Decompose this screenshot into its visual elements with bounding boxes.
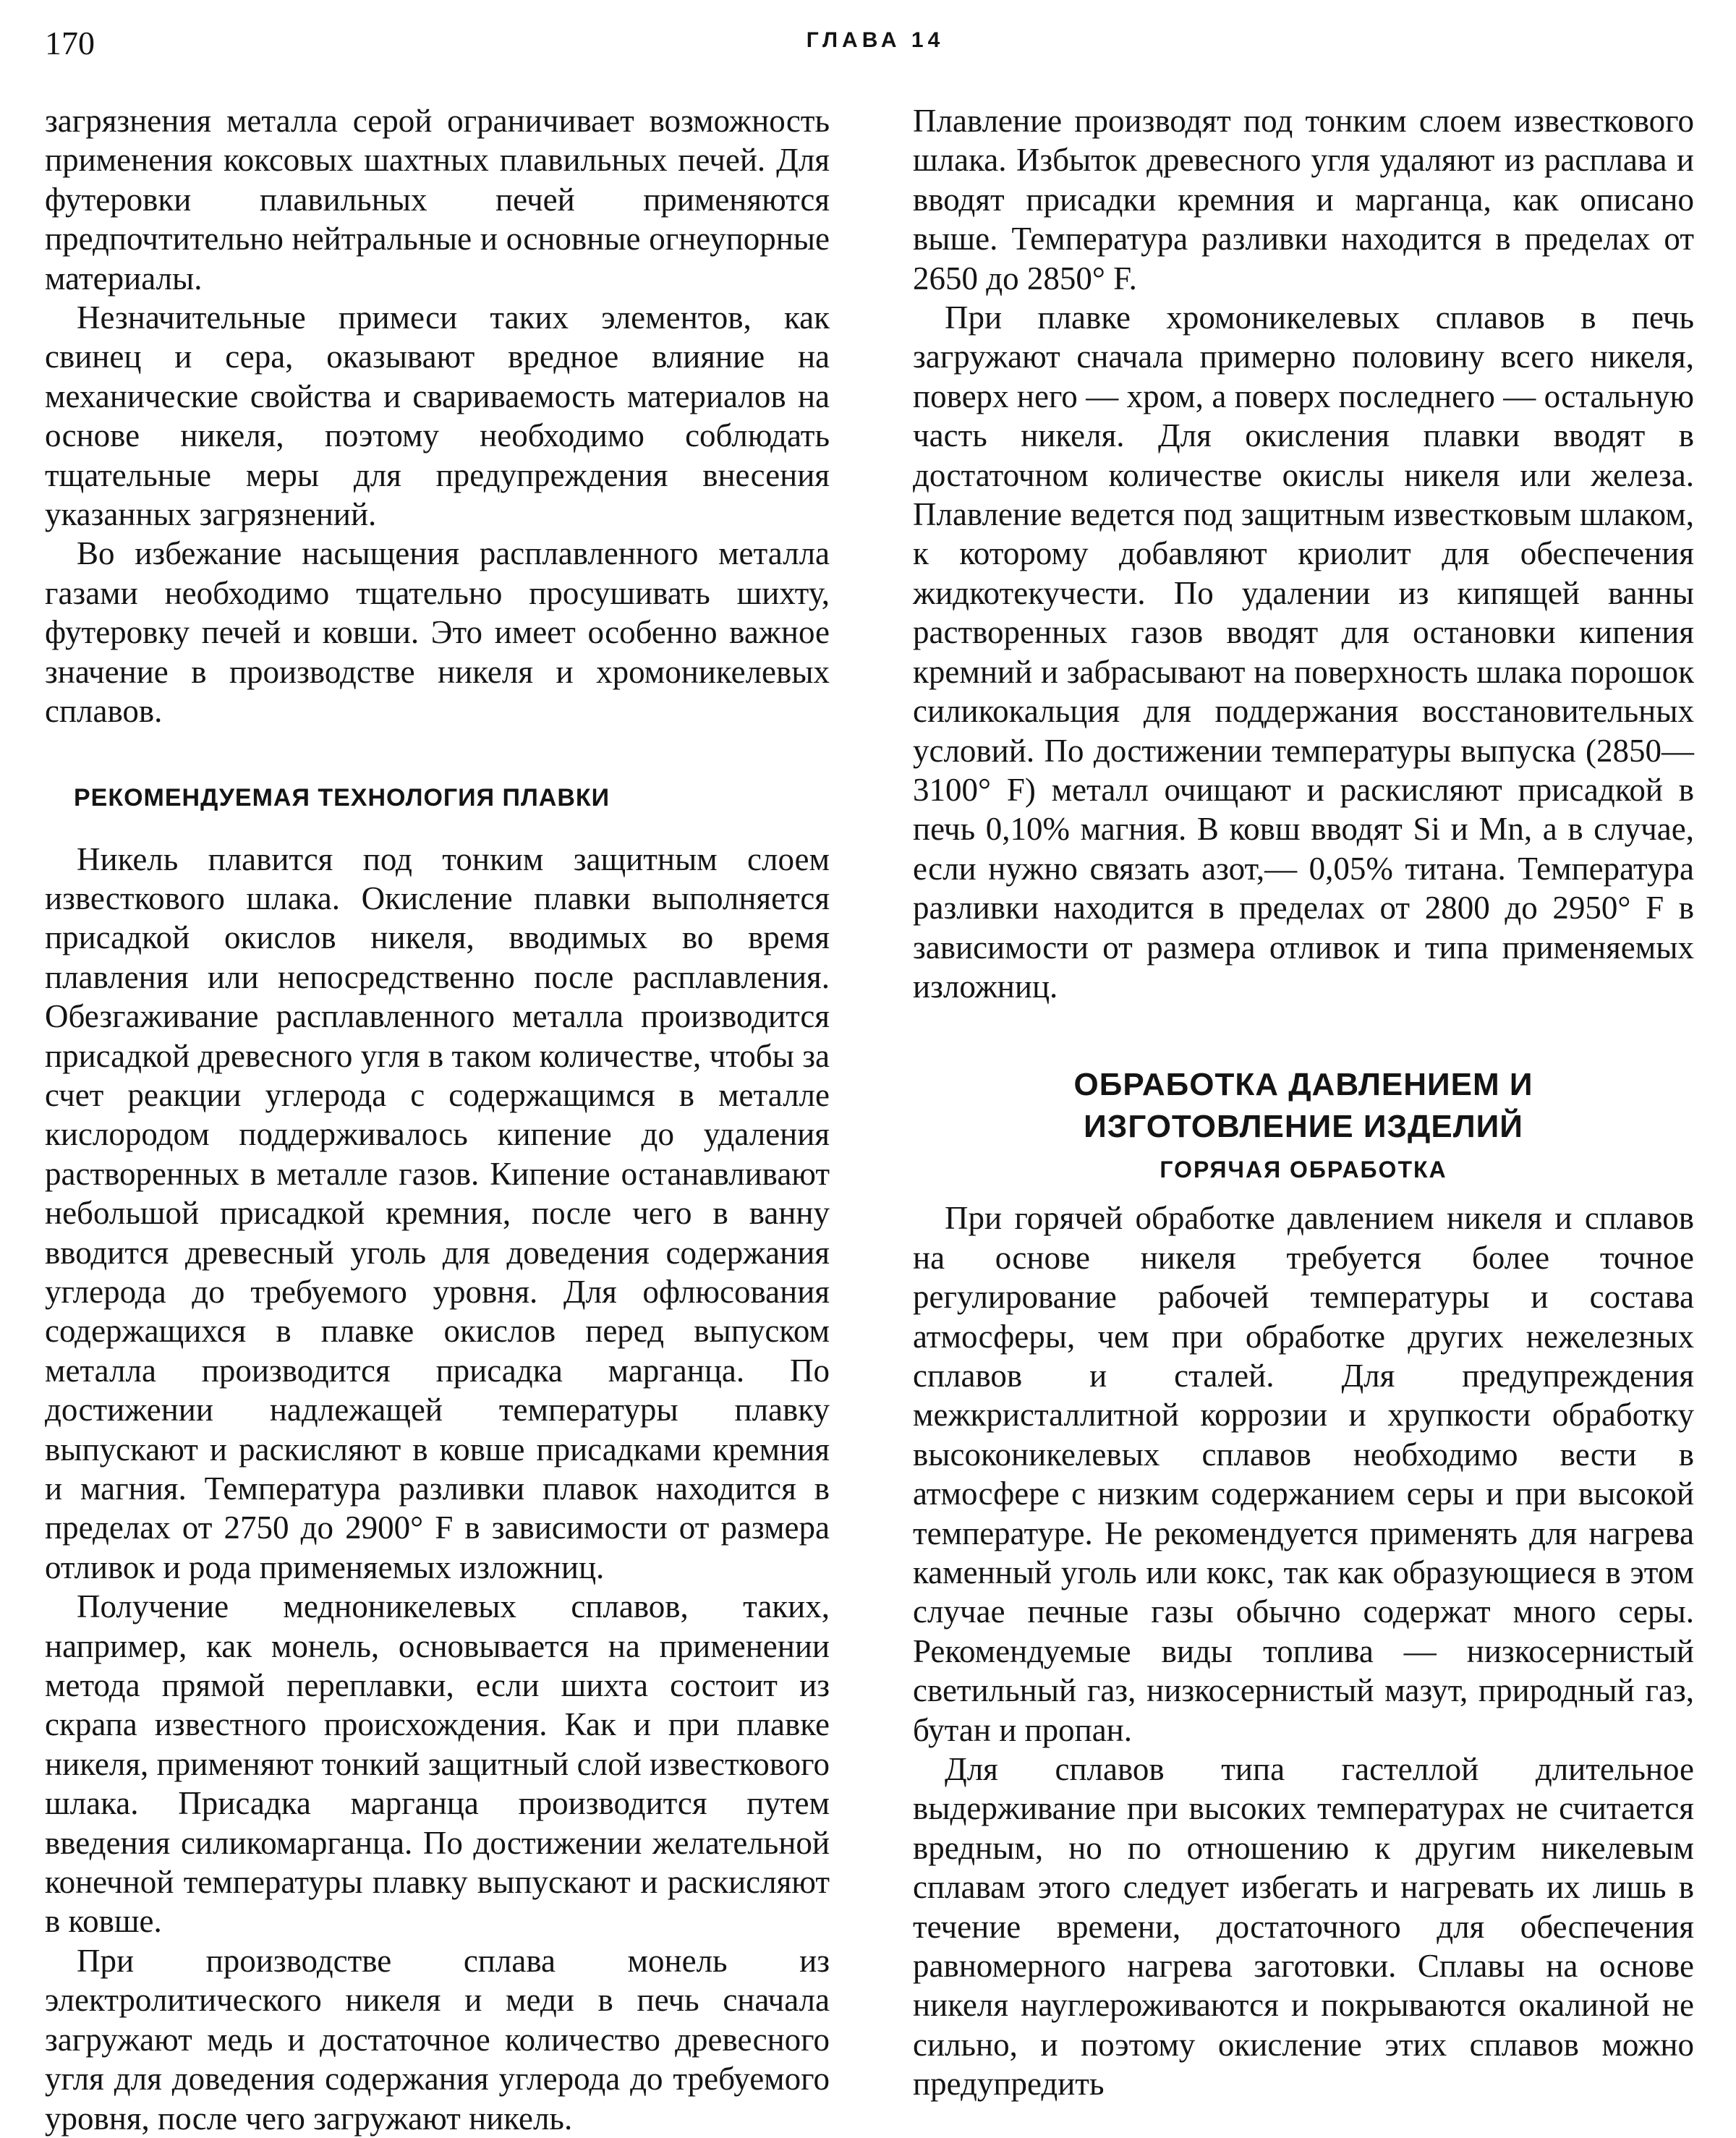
main-heading-line: ИЗГОТОВЛЕНИЕ ИЗДЕЛИЙ — [1084, 1109, 1523, 1145]
paragraph: Плавление производят под тонким слоем известкового шлака. Избыток древесного угля удаляют из расплава и вводят присадки кремния и марганца, как описано выше. Температура разливки находится в пределах от 2650 до 2850° F. — [913, 103, 1694, 297]
page-number: 170 — [45, 25, 95, 61]
right-column — [913, 101, 1694, 2104]
page-header — [0, 0, 1736, 80]
paragraph: Для сплавов типа гастеллой длительное выдерживание при высоких температурах не считается вредным, но по отношению к другим никелевым сплавам этого следует избегать и нагревать их лишь в течение времени, достаточного для обеспечения равномерного нагрева заготовки. Сплавы на основе никеля науглероживаются и покрываются окалиной не сильно, и поэтому окисление этих сплавов можно предупредить — [913, 1751, 1694, 2103]
paragraph: При плавке хромоникелевых сплавов в печь загружают сначала примерно половину всего никеля, поверх него — хром, а поверх последнего — остальную часть никеля. Для окисления плавки вводят в достаточном количестве окислы никеля или железа. Плавление ведется под защитным известковым шлаком, к которому добавляют криолит для обеспечения жидкотекучести. По удалении из кипящей ванны растворенных газов вводят для остановки кипения кремний и забрасывают на поверхность шлака порошок силикокальция для поддержания восстановительных условий. По достижении температуры выпуска (2850—3100° F) металл очищают и раскисляют присадкой в печь 0,10% магния. В ковш вводят Si и Mn, а в случае, если нужно связать азот,— 0,05% титана. Температура разливки находится в пределах от 2800 до 2950° F в зависимости от размера отливок и типа применяемых изложниц. — [913, 299, 1694, 1005]
left-column — [45, 101, 830, 2138]
main-heading-line: ОБРАБОТКА ДАВЛЕНИЕМ И — [1073, 1067, 1533, 1103]
paragraph: Получение медноникелевых сплавов, таких, например, как монель, основывается на применении метода прямой переплавки, если шихта состоит из скрапа известного происхождения. Как и при плавке никеля, применяют тонкий защитный слой известкового шлака. Присадка марганца производится путем введения силикомарганца. По достижении желательной конечной температуры плавку выпускают и раскисляют в ковше. — [45, 1588, 830, 1940]
sub-heading: ГОРЯЧАЯ ОБРАБОТКА — [1160, 1157, 1447, 1183]
section-heading: РЕКОМЕНДУЕМАЯ ТЕХНОЛОГИЯ ПЛАВКИ — [74, 783, 610, 812]
paragraph: При горячей обработке давлением никеля и сплавов на основе никеля требуется более точное регулирование рабочей температуры и состава атмосферы, чем при обработке других нежелезных сплавов и сталей. Для предупреждения межкристаллитной коррозии и хрупкости обработку высоконикелевых сплавов необходимо вести в атмосфере с низким содержанием серы и при высокой температуре. Не рекомендуется применять для нагрева каменный уголь или кокс, так как образующиеся в этом случае печные газы обычно содержат много серы. Рекомендуемые виды топлива — низкосернистый светильный газ, низкосернистый мазут, природный газ, бутан и пропан. — [913, 1200, 1694, 1748]
paragraph: При производстве сплава монель из электролитического никеля и меди в печь сначала загружают медь и достаточное количество древесного угля для доведения содержания углерода до требуемого уровня, после чего загружают никель. — [45, 1942, 830, 2137]
paragraph: Никель плавится под тонким защитным слоем известкового шлака. Окисление плавки выполняется присадкой окислов никеля, вводимых во время плавления или непосредственно после расплавления. Обезгаживание расплавленного металла производится присадкой древесного угля в таком количестве, чтобы за счет реакции углерода с содержащимся в металле кислородом поддерживалось кипение до удаления растворенных в металле газов. Кипение останавливают небольшой присадкой кремния, после чего в ванну вводится древесный уголь для доведения содержания углерода до требуемого уровня. Для офлюсования содержащихся в плавке окислов перед выпуском металла производится присадка марганца. По достижении надлежащей температуры плавку выпускают и раскисляют в ковше присадками кремния и магния. Температура разливки плавок находится в пределах от 2750 до 2900° F в зависимости от размера отливок и рода применяемых изложниц. — [45, 840, 830, 1585]
chapter-title: ГЛАВА 14 — [806, 28, 945, 52]
paragraph: Во избежание насыщения расплавленного металла газами необходимо тщательно просушивать шихту, футеровку печей и ковши. Это имеет особенно важное значение в производстве никеля и хромоникелевых сплавов. — [45, 535, 830, 730]
paragraph: Незначительные примеси таких элементов, как свинец и сера, оказывают вредное влияние на механические свойства и свариваемость материалов на основе никеля, поэтому необходимо соблюдать тщательные меры для предупреждения внесения указанных загрязнений. — [45, 299, 830, 533]
paragraph: загрязнения металла серой ограничивает возможность применения коксовых шахтных плавильных печей. Для футеровки плавильных печей применяются предпочтительно нейтральные и основные огнеупорные материалы. — [45, 103, 830, 297]
main-heading — [913, 1064, 1694, 1148]
